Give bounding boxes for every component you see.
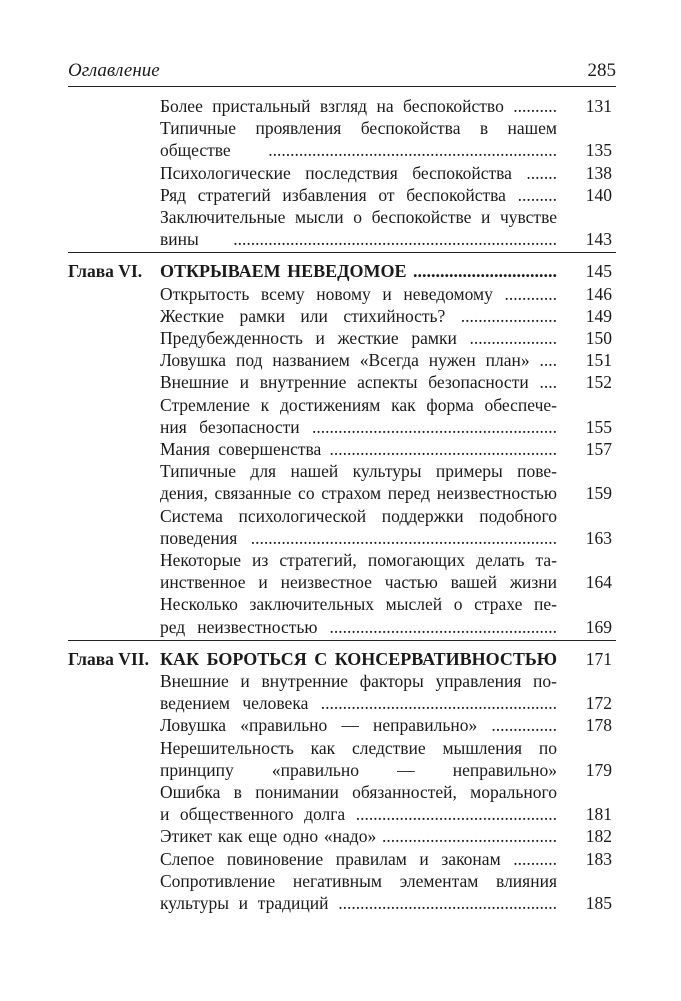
chapter-label: Глава VII. xyxy=(68,648,149,669)
toc-entry-line: Типичные для нашей культуры примеры пове- xyxy=(160,461,557,482)
toc-page-number: 171 xyxy=(585,648,612,669)
toc-entry-line: Открытость всему новому и неведомому ............ xyxy=(160,283,557,304)
toc-entry-line: вины .......................................................................... xyxy=(160,229,557,250)
chapter-label: Глава VI. xyxy=(68,261,143,282)
toc-entry-line: Нерешительность как следствие мышления по xyxy=(160,737,557,758)
toc-entry-line: Внешние и внутренние аспекты безопасности .... xyxy=(160,372,557,393)
toc-page-number: 157 xyxy=(585,439,612,459)
toc-entry-line: и общественного долга .............................................. xyxy=(160,804,557,825)
toc-entry-line: Заключительные мысли о беспокойстве и чувстве xyxy=(160,207,557,227)
toc-entry-line: Ряд стратегий избавления от беспокойства ......... xyxy=(160,184,557,205)
toc-entry-line: инственное и неизвестное частью вашей жизни xyxy=(160,572,557,593)
toc-page-number: 164 xyxy=(585,572,612,593)
toc-entry-line: обществе .................................................................. xyxy=(160,140,557,161)
toc-entry-line: Слепое повиновение правилам и законам .......... xyxy=(160,848,557,869)
toc-page-number: 143 xyxy=(585,229,612,250)
toc-entry-line: Некоторые из стратегий, помогающих делать та- xyxy=(160,550,557,570)
toc-entry-line: Внешние и внутренние факторы управления по- xyxy=(160,671,557,691)
toc-page-number: 151 xyxy=(585,350,612,371)
toc-entry-line: Стремление к достижениям как форма обеспече- xyxy=(160,394,557,415)
toc-page-number: 145 xyxy=(585,261,612,282)
toc-entry-line: Сопротивление негативным элементам влияния xyxy=(160,870,557,891)
toc-page-number: 182 xyxy=(585,826,612,847)
section-title: Оглавление xyxy=(68,60,160,81)
toc-page-number: 183 xyxy=(585,848,612,869)
toc-entry-line: Типичные проявления беспокойства в нашем xyxy=(160,118,557,139)
toc-page-number: 178 xyxy=(585,715,612,736)
chapter-separator xyxy=(68,640,616,641)
toc-page-number: 172 xyxy=(585,693,612,714)
toc-page-number: 131 xyxy=(585,96,612,116)
toc-page-number: 150 xyxy=(585,328,612,348)
toc-page-number: 169 xyxy=(585,616,612,637)
toc-page-number: 138 xyxy=(585,162,612,183)
toc-entry-line: Жесткие рамки или стихийность? ...................... xyxy=(160,305,557,326)
toc-entry-line: Система психологической поддержки подобного xyxy=(160,505,557,526)
toc-entry-line: Более пристальный взгляд на беспокойство .......... xyxy=(160,96,557,116)
page-number: 285 xyxy=(587,60,616,81)
toc-entry-line: культуры и традиций .................................................. xyxy=(160,893,557,913)
toc-entry-line: ред неизвестностью .................................................... xyxy=(160,616,557,637)
toc-entry-line: Несколько заключительных мыслей о страхе пе- xyxy=(160,594,557,615)
toc-page-number: 185 xyxy=(585,893,612,913)
toc-page-number: 135 xyxy=(585,140,612,161)
toc-page-number: 149 xyxy=(585,305,612,326)
toc-entry-line: Предубежденность и жесткие рамки .................... xyxy=(160,328,557,348)
toc-entry-line: дения, связанные со страхом перед неизвестностью xyxy=(160,483,557,504)
toc-page-number: 163 xyxy=(585,527,612,548)
toc-entry-line: ведением человека ...................................................... xyxy=(160,693,557,714)
chapter-separator xyxy=(68,252,616,253)
running-header xyxy=(68,58,616,87)
toc-entry-line: Ошибка в понимании обязанностей, морального xyxy=(160,782,557,802)
toc-entry-line: Ловушка под названием «Всегда нужен план» .... xyxy=(160,350,557,371)
toc-page-number: 155 xyxy=(585,416,612,437)
toc-entry-line: Ловушка «правильно — неправильно» ............... xyxy=(160,715,557,736)
chapter-title: ОТКРЫВАЕМ НЕВЕДОМОЕ ................................ xyxy=(160,261,557,282)
toc-entry-line: Этикет как еще одно «надо» ........................................ xyxy=(160,826,557,847)
toc-entry-line: поведения ...................................................................... xyxy=(160,527,557,548)
toc-page-number: 181 xyxy=(585,804,612,825)
chapter-title: КАК БОРОТЬСЯ С КОНСЕРВАТИВНОСТЬЮ xyxy=(160,648,557,669)
toc-page-number: 159 xyxy=(585,483,612,504)
toc-page-number: 152 xyxy=(585,372,612,393)
toc-entry-line: принципу «правильно — неправильно» xyxy=(160,759,557,780)
toc-page-number: 140 xyxy=(585,184,612,205)
toc-entry-line: Психологические последствия беспокойства ....... xyxy=(160,162,557,183)
toc-entry-line: Мания совершенства .................................................... xyxy=(160,439,557,459)
toc-page-number: 146 xyxy=(585,283,612,304)
toc-entry-line: ния безопасности ........................................................ xyxy=(160,416,557,437)
toc-page-number: 179 xyxy=(585,759,612,780)
